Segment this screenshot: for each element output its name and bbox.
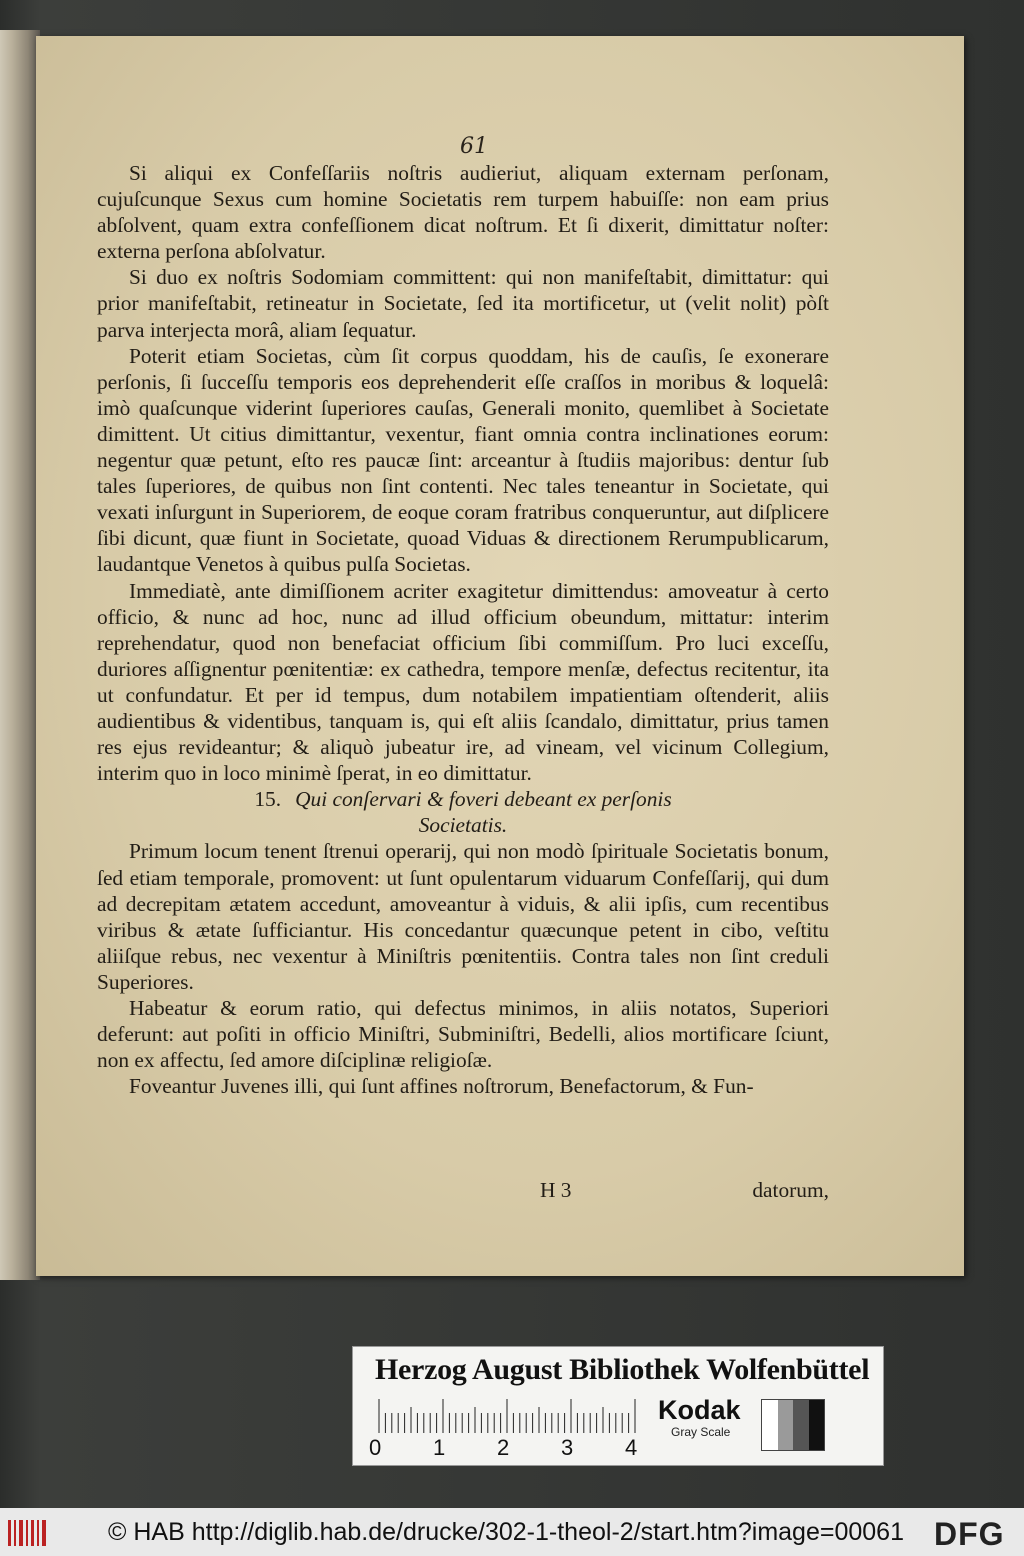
scale-label: 0 [369,1435,382,1460]
credit-link[interactable]: © HAB http://diglib.hab.de/drucke/302-1-theol-2/start.htm?image=00061 [108,1518,904,1546]
gray-patch [809,1400,825,1450]
scale-labels [369,1435,669,1461]
scale-label: 2 [497,1435,510,1460]
ruler-ticks [377,1399,647,1433]
ruler [377,1399,647,1433]
paragraph: Poterit etiam Societas, cùm ſit corpus quoddam, his de cauſis, ſe exonerare perſonis, ſi ſucceſſu temporis eos deprehenderit eſſe craſſos in moribus & loquelâ: imò quaſcunque viderint ſuperiores cauſas, Generali monito, quemlibet à Societate dimittent. Ut citius dimittantur, vexentur, fiant omnia contra inclinationes eorum: negentur quæ petunt, eſto res paucæ ſint: arceantur à ſtudiis majoribus: dentur ſub tales ſuperiores, de quibus non ſint contenti. Nec tales teneantur in Societate, qui vexati inſurgunt in Superiorem, de eoque coram fratribus conqueruntur, aut diſplicere ſibi dicunt, quæ fiunt in Societate, quoad Viduas & directionem Rerumpublicarum, laudantque Venetos à quibus pulſa Societas. [97,343,829,577]
paragraph: Habeatur & eorum ratio, qui defectus minimos, in aliis notatos, Superiori deferunt: aut poſiti in officio Miniſtri, Subminiſtri, Bedelli, alios mortificare ſciunt, non ex affectu, ſed amore diſciplinæ religioſæ. [97,996,829,1073]
gray-patch [762,1400,778,1450]
gray-patches [761,1399,825,1451]
catchword: datorum, [752,1178,829,1202]
scale-label: 1 [433,1435,446,1460]
paragraph: Si duo ex noſtris Sodomiam committent: qui non manifeſtabit, dimittatur: qui prior manifeſtabit, retineatur in Societate, ſed ita mortificetur, ut (velit nolit) pòſt parva interjecta morâ, aliam ſequatur. [97,265,829,342]
scale-label: 3 [561,1435,574,1460]
paragraph: Foveantur Juvenes illi, qui ſunt affines noſtrorum, Benefactorum, & Fun- [129,1074,754,1099]
paragraph: Primum locum tenent ſtrenui operarij, qui non modò ſpirituale Societatis bonum, ſed etiam temporale, promovent: ut ſunt opulentarum viduarum Confeſſarij, qui dum ad decrepitam ætatem accedunt, amoveantur à viduis, & alii ipſis, cum recentibus viribus & ætate ſufficiantur. His concedantur quæcunque petent in cibo, veſtitu aliiſque rebus, nec vexentur à Miniſtris pœnitentiis. Contra tales non ſint creduli Superiores. [97,839,829,994]
section-heading-line1: Qui conſervari & foveri debeant ex perſonis [295,787,672,812]
scale-label: 4 [625,1435,638,1460]
page-foot [97,1178,829,1206]
paragraph: Si aliqui ex Confeſſariis noſtris audieriut, aliquam externam perſonam, cujuſcunque Sexus cum homine Societatis rem turpem habuiſſe: non eam prius abſolvent, quam extra confeſſionem dicat noſtrum. Et ſi dixerit, dimittatur noſter: externa perſona abſolvatur. [97,161,829,264]
page-stack-edge [0,30,40,1280]
section-number: 15. [254,787,282,812]
section-heading-line2: Societatis. [418,813,508,838]
paragraph: Immediatè, ante dimiſſionem acriter exagitetur dimittendus: amoveatur à certo officio, & nunc ad hoc, nunc ad illud officium obeundum, mittatur: interim reprehendatur, quod non benefaciat officium ſibi commiſſum. Pro luci exceſſu, duriores aſſignentur pœnitentiæ: ex cathedra, tempore menſæ, defectus recitentur, ita ut confundatur. Et per id tempus, dum notabilem impatientiam oſtenderit, aliis audientibus & videntibus, tanquam is, qui eſt aliis ſcandalo, dimittatur, prius tamen res ejus revideantur; & aliquò jubeatur ire, ad vineam, vel vicinum Collegium, interim quo in loco minimè ſperat, in eo dimittatur. [97,578,829,786]
dfg-logo: DFG [934,1516,1005,1552]
section-heading [97,786,829,812]
gray-patch [793,1400,809,1450]
kodak-logo: Kodak [658,1395,741,1425]
color-scale-card [352,1346,884,1466]
library-title: Herzog August Bibliothek Wolfenbüttel [375,1353,870,1386]
footer-bar [0,1508,1024,1556]
page-text [97,160,829,1099]
signature-mark: H 3 [540,1178,572,1202]
gray-patch [778,1400,794,1450]
gray-scale-label: Gray Scale [671,1425,731,1439]
barcode-icon [8,1520,46,1546]
page-number: 61 [460,134,488,159]
